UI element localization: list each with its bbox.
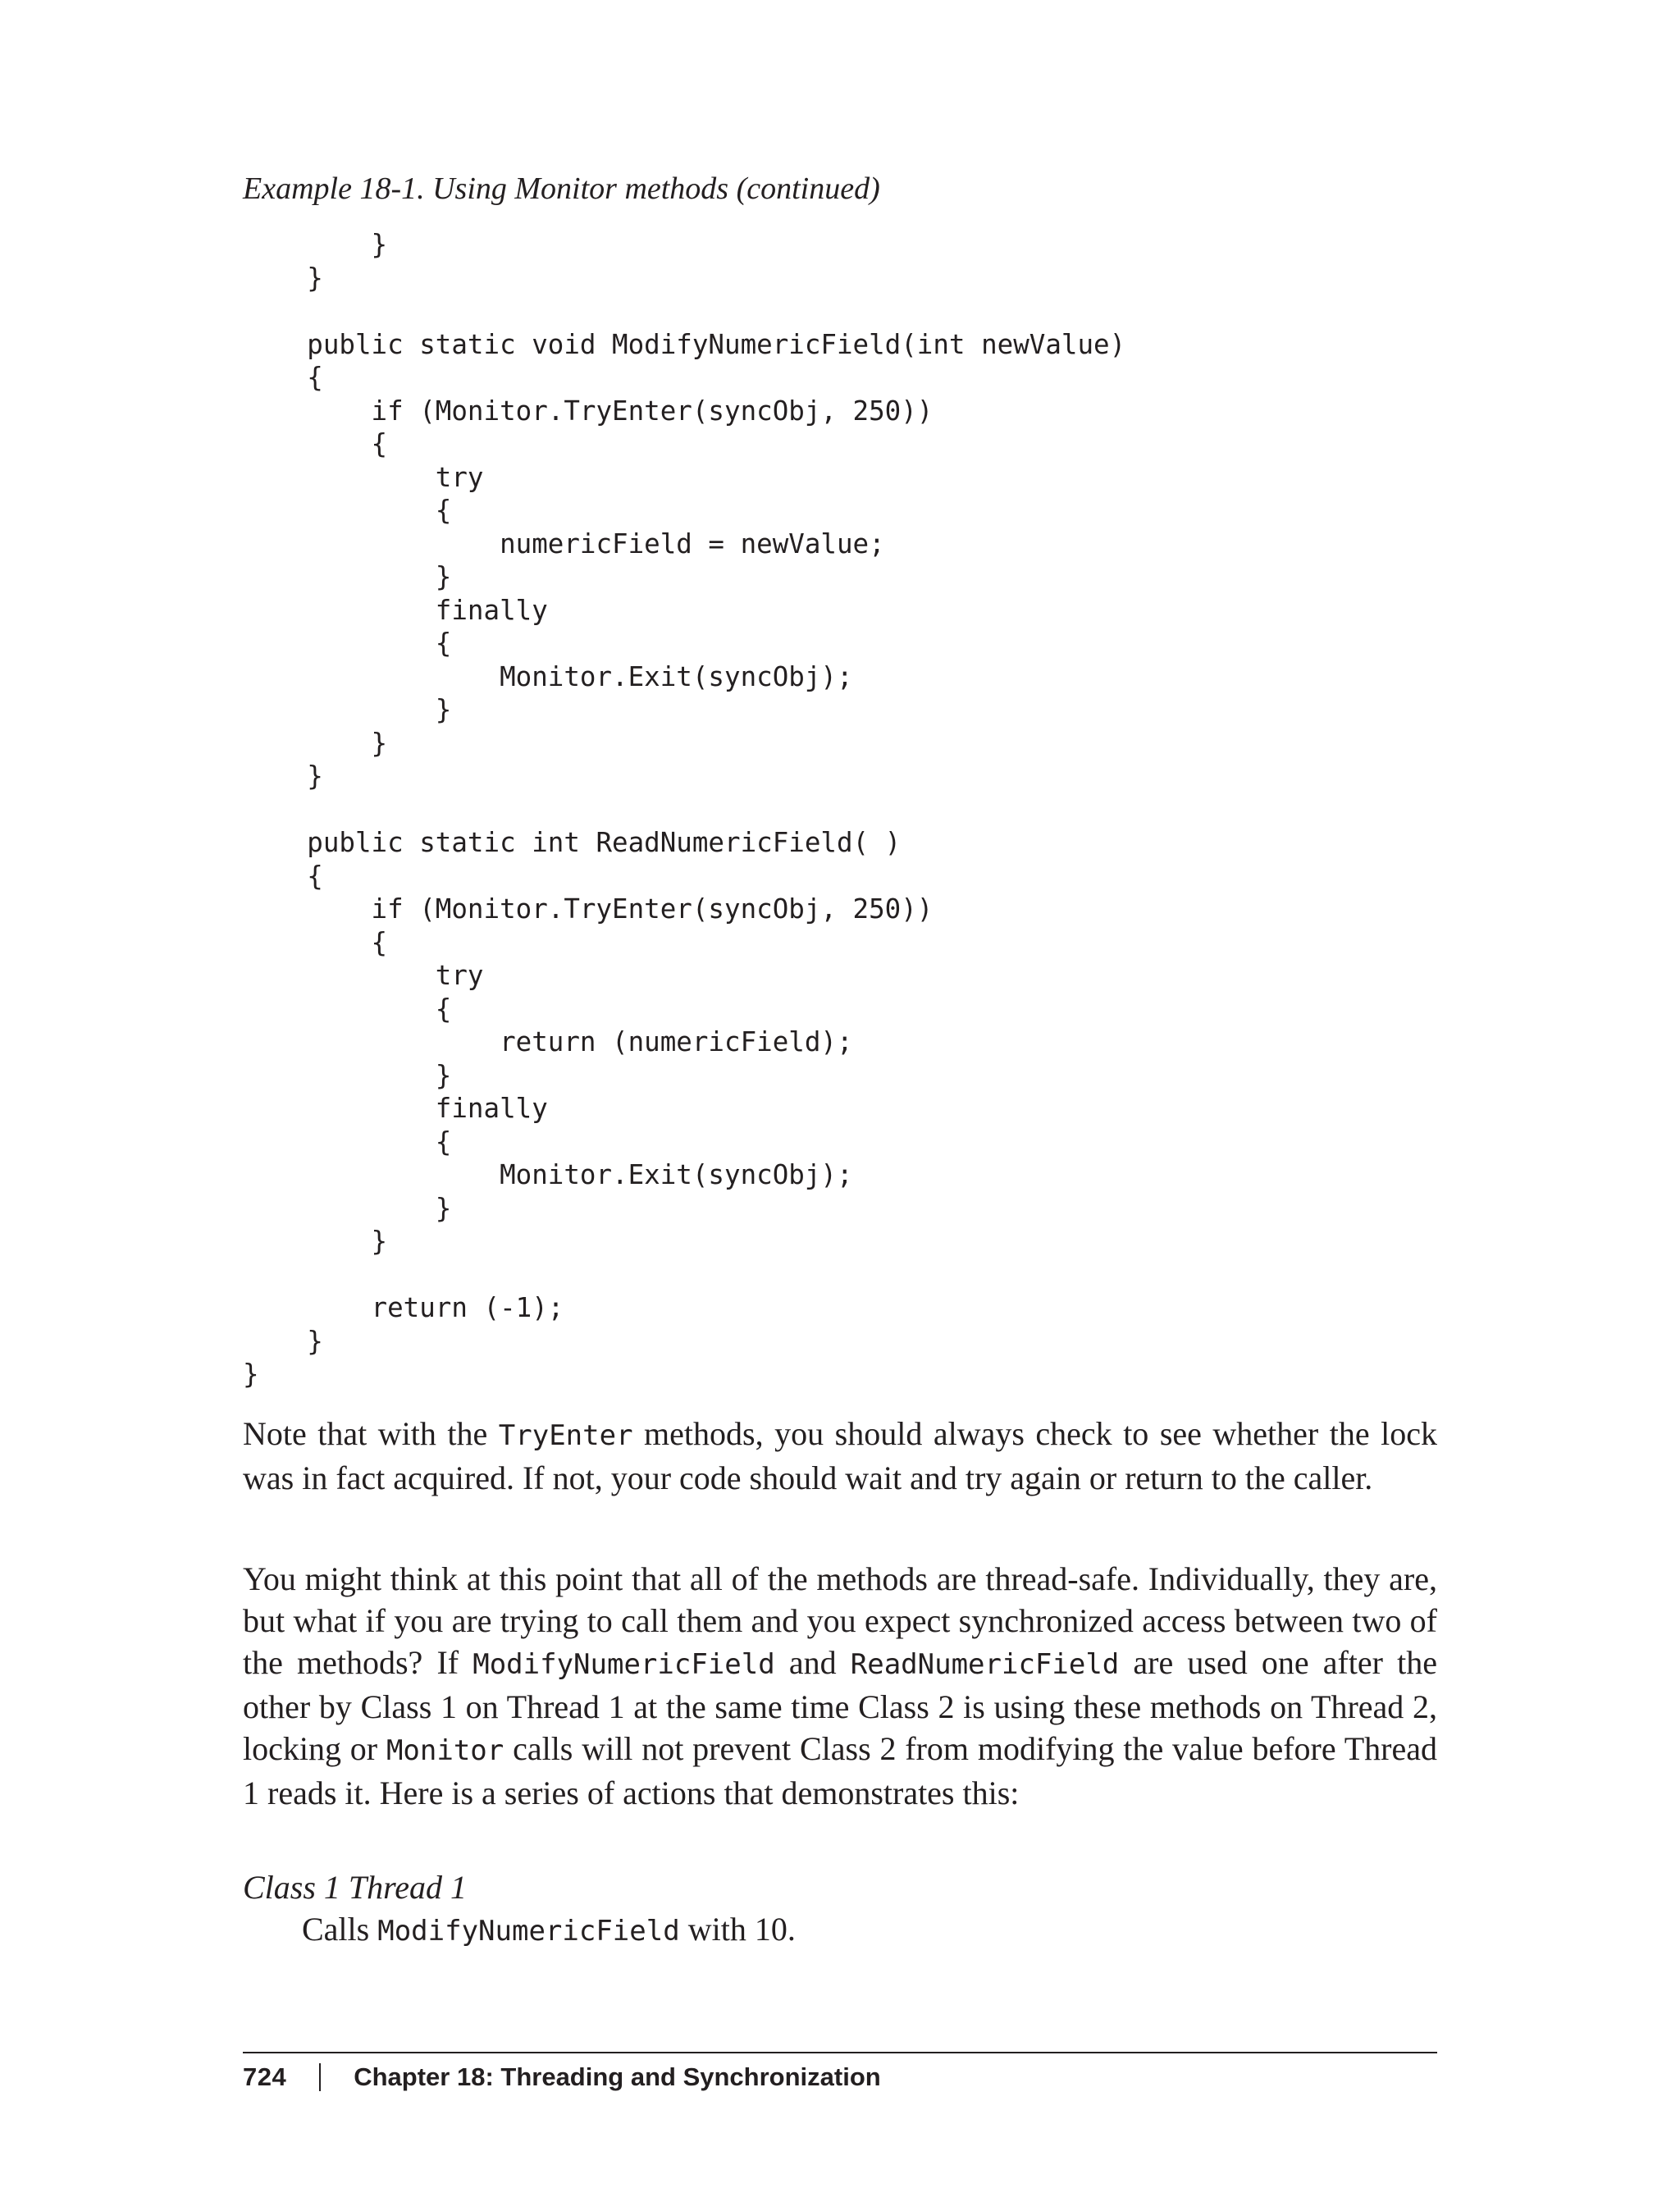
code-listing [243, 228, 1125, 1391]
code-line: public static int ReadNumericField( ) [243, 827, 902, 858]
code-line: { [243, 628, 452, 659]
code-line: return (numericField); [243, 1026, 853, 1057]
inline-code: ModifyNumericField [377, 1915, 680, 1948]
paragraph-thread-safety [243, 1558, 1437, 1814]
code-line: } [243, 1192, 452, 1224]
code-line: } [243, 760, 323, 792]
code-line: } [243, 1059, 452, 1091]
code-line: if (Monitor.TryEnter(syncObj, 250)) [243, 395, 934, 427]
inline-code: Monitor [386, 1734, 504, 1767]
code-line: { [243, 993, 452, 1025]
code-line: return (-1); [243, 1292, 564, 1323]
code-line: } [243, 727, 388, 759]
definition-term: Class 1 Thread 1 [243, 1869, 468, 1906]
paragraph-text: Note that with the [243, 1415, 499, 1452]
code-line: } [243, 262, 323, 294]
definition-description [302, 1908, 796, 1953]
inline-code: TryEnter [498, 1419, 633, 1452]
code-line: { [243, 362, 323, 393]
paragraph-text: are used one after the other by Class 1 on Thread 1 at the same time Class 2 is using these methods on Thread 2, locking or [243, 1644, 1437, 1767]
example-caption: Example 18-1. Using Monitor methods (continued) [243, 171, 880, 206]
code-line: { [243, 926, 388, 958]
paragraph-tryenter-note [243, 1413, 1437, 1499]
code-line: try [243, 461, 484, 493]
code-line [243, 295, 1125, 328]
code-line: } [243, 1226, 388, 1257]
code-line: Monitor.Exit(syncObj); [243, 660, 853, 692]
code-line: } [243, 229, 388, 260]
code-line [243, 1258, 1125, 1292]
paragraph-text: methods, you should always check to see whether the lock was in fact acquired. If not, your code should wait and try again or return to the caller. [243, 1415, 1438, 1496]
paragraph-text: calls will not prevent Class 2 from modifying the value before Thread 1 reads it. Here is a series of actions that demonstrates this: [243, 1730, 1437, 1811]
code-line: Monitor.Exit(syncObj); [243, 1159, 853, 1190]
code-line: finally [243, 1093, 548, 1124]
page-number: 724 [243, 2062, 287, 2091]
code-line: } [243, 1359, 259, 1390]
inline-code: ModifyNumericField [472, 1648, 775, 1681]
paragraph-text: and [774, 1644, 851, 1681]
code-line: { [243, 428, 388, 459]
code-line: } [243, 561, 452, 592]
inline-code: ReadNumericField [850, 1648, 1120, 1681]
footer-divider [243, 2052, 1437, 2053]
paragraph-text: You might think at this point that all of the methods are thread-safe. Individually, they are, but what if you are trying to call them and you expect synchronized access between two of the methods? If [243, 1560, 1437, 1681]
chapter-title: Chapter 18: Threading and Synchronization [354, 2062, 881, 2091]
code-line: finally [243, 594, 548, 626]
code-line: try [243, 960, 484, 991]
code-line: { [243, 860, 323, 892]
code-line: if (Monitor.TryEnter(syncObj, 250)) [243, 893, 934, 925]
page-footer [243, 2061, 881, 2094]
code-line: numericField = newValue; [243, 528, 885, 559]
code-line [243, 793, 1125, 827]
code-line: public static void ModifyNumericField(int newValue) [243, 328, 1126, 360]
code-line: } [243, 1325, 323, 1357]
code-line: { [243, 1126, 452, 1158]
code-line: { [243, 495, 452, 526]
definition-text: Calls [302, 1911, 378, 1948]
code-line: } [243, 694, 452, 725]
footer-separator [319, 2063, 321, 2091]
definition-text: with 10. [679, 1911, 796, 1948]
